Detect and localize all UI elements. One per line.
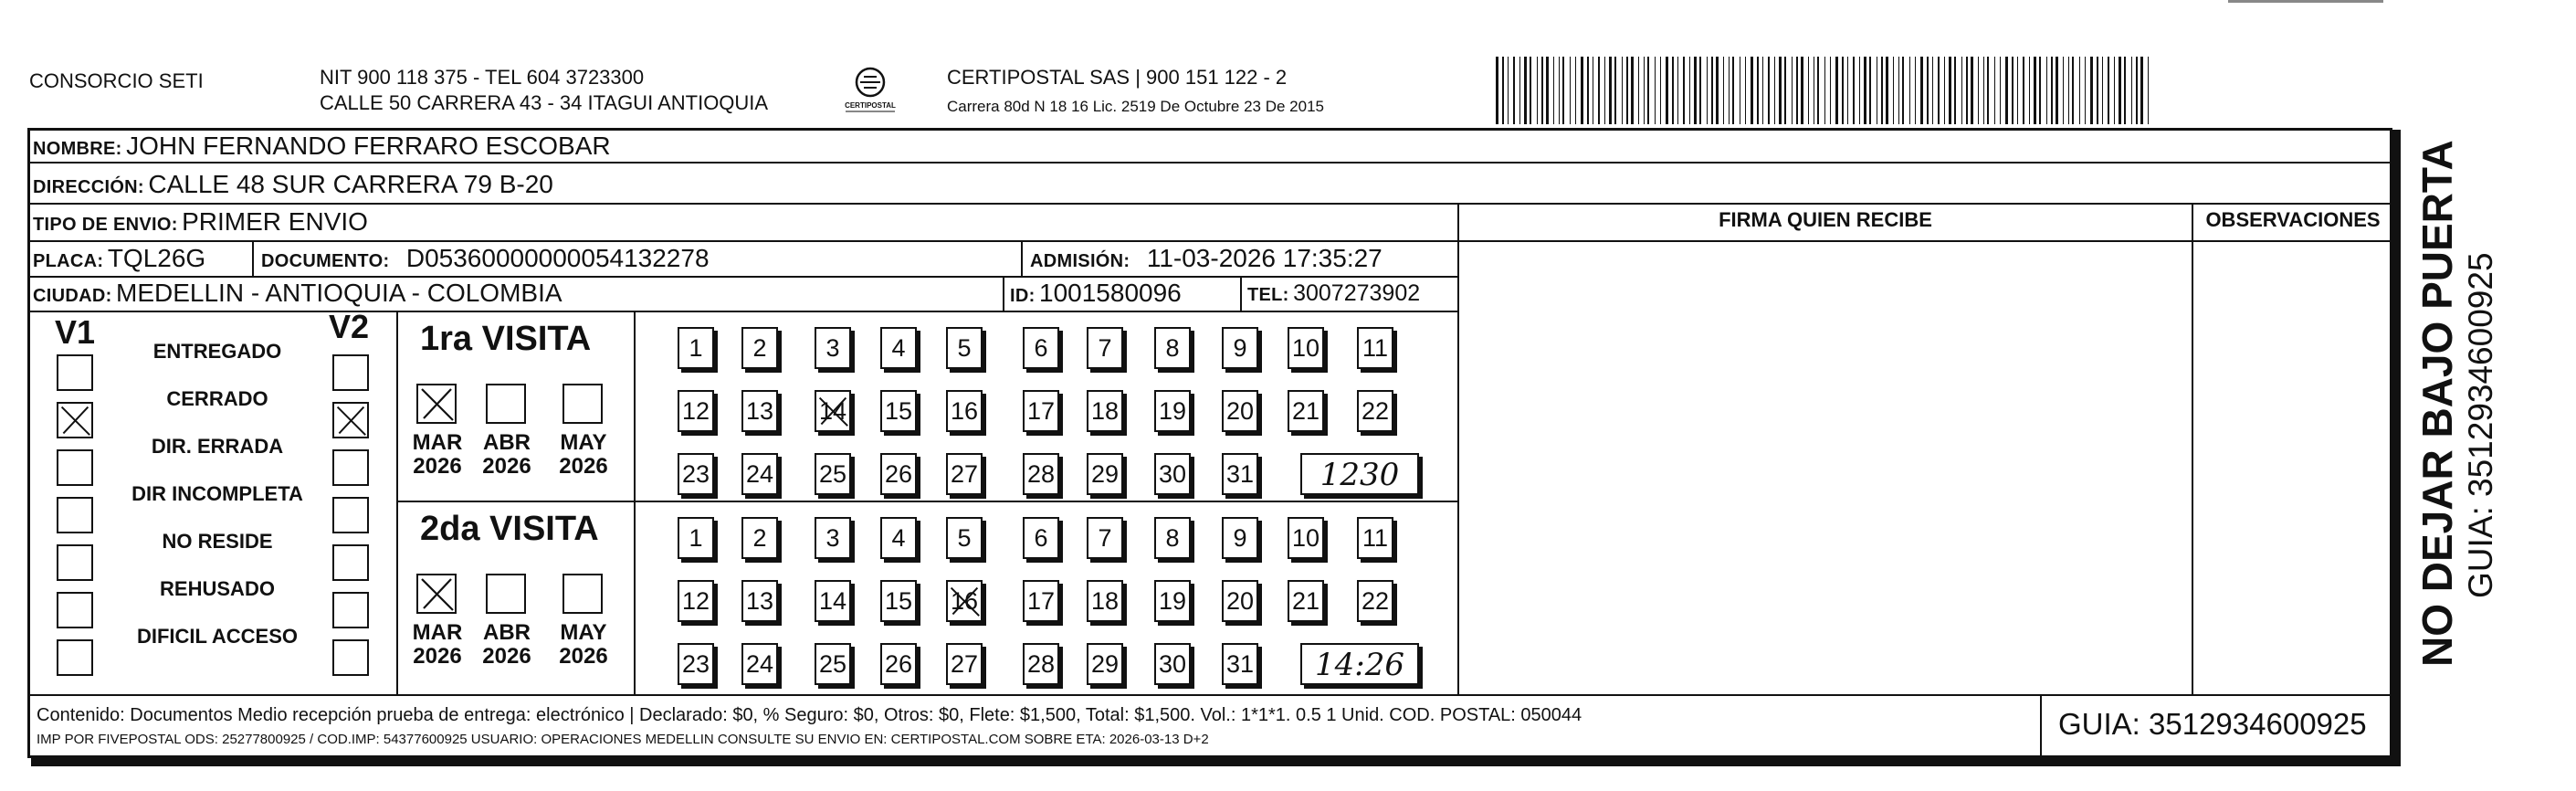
month-name: ABR	[483, 620, 531, 645]
day-box[interactable]: 16	[946, 390, 983, 432]
day-box[interactable]: 7	[1087, 517, 1123, 559]
document-label: DOCUMENTO:	[261, 251, 390, 271]
signature-header: FIRMA QUIEN RECIBE	[1719, 208, 1932, 231]
day-box[interactable]: 5	[946, 517, 983, 559]
observations-area[interactable]	[2193, 242, 2392, 694]
day-box[interactable]: 10	[1288, 517, 1324, 559]
visit-title: 1ra VISITA	[420, 320, 592, 358]
month-label	[475, 431, 539, 479]
certipostal-logo	[838, 64, 902, 119]
day-box[interactable]: 9	[1222, 327, 1258, 369]
day-box[interactable]: 20	[1222, 390, 1258, 432]
day-box[interactable]: 21	[1288, 390, 1324, 432]
day-box[interactable]: 21	[1288, 580, 1324, 622]
send-type-row	[33, 206, 368, 243]
company-address: CALLE 50 CARRERA 43 - 34 ITAGUI ANTIOQUIA	[320, 91, 769, 114]
day-box[interactable]: 3	[815, 327, 851, 369]
month-checkbox[interactable]	[486, 384, 526, 424]
tel-row	[1247, 277, 1420, 313]
day-box[interactable]: 13	[741, 390, 778, 432]
id-value: 1001580096	[1039, 279, 1182, 307]
city-label: CIUDAD:	[33, 286, 112, 306]
month-name: MAR	[412, 430, 463, 455]
send-type: PRIMER ENVIO	[182, 207, 368, 236]
recipient-name: JOHN FERNANDO FERRARO ESCOBAR	[126, 132, 611, 160]
signature-area[interactable]	[1459, 242, 2192, 694]
carrier-line: CERTIPOSTAL SAS | 900 151 122 - 2	[947, 66, 1288, 89]
day-box[interactable]: 7	[1087, 327, 1123, 369]
status-label: DIR INCOMPLETA	[131, 482, 303, 505]
month-checkbox[interactable]	[486, 574, 526, 614]
day-box[interactable]: 25	[815, 453, 851, 495]
top-edge-mark	[2228, 0, 2383, 3]
v1-checkbox[interactable]	[57, 449, 93, 486]
day-box[interactable]: 11	[1357, 327, 1393, 369]
admission-label: ADMISIÓN:	[1030, 251, 1130, 271]
day-box[interactable]: 20	[1222, 580, 1258, 622]
day-box[interactable]: 17	[1023, 390, 1059, 432]
status-label: ENTREGADO	[152, 340, 282, 363]
day-mark	[948, 582, 981, 620]
v1-checkbox[interactable]	[57, 354, 93, 391]
send-type-label: TIPO DE ENVIO:	[33, 215, 178, 235]
v1-checkbox[interactable]	[57, 639, 93, 676]
imp-line: IMP POR FIVEPOSTAL ODS: 25277800925 / COD.IMP: 54377600925 USUARIO: OPERACIONES MEDELLIN CONSULTE SU ENVIO EN: CERTIPOSTAL.COM SOBRE ETA: 2026-03-13 D+2	[37, 732, 1209, 747]
day-box[interactable]: 28	[1023, 453, 1059, 495]
v1-checkbox[interactable]	[57, 592, 93, 628]
recipient-address: CALLE 48 SUR CARRERA 79 B-20	[148, 170, 553, 198]
v1-checkbox[interactable]	[57, 402, 93, 438]
day-box[interactable]: 23	[678, 453, 714, 495]
month-name: MAY	[560, 430, 607, 455]
day-box[interactable]: 2	[741, 517, 778, 559]
month-label	[552, 431, 615, 479]
frame-shadow-right	[2392, 130, 2401, 765]
frame-shadow-bottom	[31, 758, 2401, 766]
day-mark	[816, 392, 849, 430]
day-box[interactable]: 18	[1087, 580, 1123, 622]
visit-title: 2da VISITA	[420, 510, 599, 548]
day-box[interactable]: 8	[1154, 327, 1191, 369]
day-box[interactable]: 31	[1222, 453, 1258, 495]
month-checkbox[interactable]	[416, 574, 457, 614]
day-box[interactable]: 4	[880, 327, 917, 369]
month-year: 2026	[413, 454, 462, 479]
content-line: Contenido: Documentos Medio recepción prueba de entrega: electrónico | Declarado: $0, % Seguro: $0, Otros: $0, Flete: $1,500, Total: $1,500. Vol.: 1*1*1. 0.5 1 Unid. COD. POSTAL: 050044	[37, 705, 1582, 725]
document-value: D05360000000054132278	[405, 244, 710, 272]
day-box[interactable]: 24	[741, 643, 778, 685]
status-label: NO RESIDE	[162, 530, 273, 553]
day-box[interactable]: 22	[1357, 580, 1393, 622]
status-label: CERRADO	[166, 387, 268, 410]
company-name: CONSORCIO SETI	[29, 69, 204, 92]
plate-label: PLACA:	[33, 251, 104, 271]
day-box[interactable]: 28	[1023, 643, 1059, 685]
month-year: 2026	[559, 454, 608, 479]
day-box[interactable]: 18	[1087, 390, 1123, 432]
month-name: MAY	[560, 620, 607, 645]
day-box[interactable]: 9	[1222, 517, 1258, 559]
admission-row	[1030, 242, 1383, 279]
day-box[interactable]: 5	[946, 327, 983, 369]
day-box[interactable]: 30	[1154, 643, 1191, 685]
day-box[interactable]: 27	[946, 643, 983, 685]
name-row	[33, 130, 611, 167]
day-box[interactable]: 6	[1023, 327, 1059, 369]
month-year: 2026	[482, 644, 531, 669]
day-box[interactable]: 27	[946, 453, 983, 495]
address-row	[33, 168, 553, 206]
day-box[interactable]: 30	[1154, 453, 1191, 495]
v1-checkbox[interactable]	[57, 497, 93, 533]
month-checkbox[interactable]	[563, 384, 603, 424]
handwritten-time: 1230	[1300, 453, 1419, 495]
city-row	[33, 277, 563, 314]
handwritten-time: 14:26	[1300, 643, 1419, 685]
id-row	[1010, 277, 1182, 314]
month-label	[552, 621, 615, 669]
no-dejar-bajo-puerta: NO DEJAR BAJO PUERTA	[2413, 140, 2461, 667]
month-label	[405, 431, 469, 479]
month-checkbox[interactable]	[563, 574, 603, 614]
plate-row	[33, 242, 205, 279]
status-label: REHUSADO	[160, 577, 275, 600]
nit-line: NIT 900 118 375 - TEL 604 3723300	[320, 66, 645, 89]
day-box[interactable]: 26	[880, 643, 917, 685]
day-box[interactable]: 17	[1023, 580, 1059, 622]
month-label	[405, 621, 469, 669]
day-box[interactable]: 6	[1023, 517, 1059, 559]
day-box[interactable]: 12	[678, 390, 714, 432]
day-box[interactable]: 1	[678, 327, 714, 369]
day-box[interactable]: 1	[678, 517, 714, 559]
month-checkbox[interactable]	[416, 384, 457, 424]
plate-value: TQL26G	[107, 244, 206, 272]
month-year: 2026	[413, 644, 462, 669]
id-label: ID:	[1010, 286, 1036, 306]
month-year: 2026	[559, 644, 608, 669]
day-box[interactable]: 10	[1288, 327, 1324, 369]
day-box[interactable]: 29	[1087, 453, 1123, 495]
day-box[interactable]: 4	[880, 517, 917, 559]
day-box[interactable]: 24	[741, 453, 778, 495]
day-box[interactable]: 15	[880, 580, 917, 622]
document-row	[261, 242, 710, 279]
day-box[interactable]: 12	[678, 580, 714, 622]
barcode	[1496, 57, 2153, 124]
side-guia: GUIA: 3512934600925	[2462, 252, 2499, 598]
day-box[interactable]: 19	[1154, 580, 1191, 622]
day-box[interactable]: 23	[678, 643, 714, 685]
observations-header: OBSERVACIONES	[2205, 208, 2381, 231]
day-box[interactable]: 26	[880, 453, 917, 495]
tel-label: TEL:	[1247, 285, 1289, 305]
day-box[interactable]: 13	[741, 580, 778, 622]
v2-label: V2	[329, 308, 370, 345]
status-label: DIFICIL ACCESO	[136, 625, 298, 648]
month-year: 2026	[482, 454, 531, 479]
v1-checkbox[interactable]	[57, 544, 93, 581]
logo-text: CERTIPOSTAL	[845, 101, 896, 110]
month-name: MAR	[412, 620, 463, 645]
day-box[interactable]: 14	[815, 390, 851, 432]
day-box[interactable]: 14	[815, 580, 851, 622]
day-box[interactable]: 11	[1357, 517, 1393, 559]
day-box[interactable]: 15	[880, 390, 917, 432]
address-label: DIRECCIÓN:	[33, 177, 144, 197]
month-name: ABR	[483, 430, 531, 455]
day-box[interactable]: 2	[741, 327, 778, 369]
tel-value: 3007273902	[1293, 280, 1421, 306]
city-value: MEDELLIN - ANTIOQUIA - COLOMBIA	[116, 279, 563, 307]
day-box[interactable]: 16	[946, 580, 983, 622]
month-label	[475, 621, 539, 669]
admission-value: 11-03-2026 17:35:27	[1146, 244, 1383, 272]
v1-label: V1	[55, 313, 96, 351]
day-box[interactable]: 22	[1357, 390, 1393, 432]
day-box[interactable]: 19	[1154, 390, 1191, 432]
day-box[interactable]: 29	[1087, 643, 1123, 685]
day-box[interactable]: 3	[815, 517, 851, 559]
day-box[interactable]: 8	[1154, 517, 1191, 559]
day-box[interactable]: 25	[815, 643, 851, 685]
footer-guia: GUIA: 3512934600925	[2058, 707, 2367, 741]
license-line: Carrera 80d N 18 16 Lic. 2519 De Octubre 23 De 2015	[947, 98, 1324, 115]
name-label: NOMBRE:	[33, 139, 122, 159]
day-box[interactable]: 31	[1222, 643, 1258, 685]
status-label: DIR. ERRADA	[151, 435, 284, 458]
